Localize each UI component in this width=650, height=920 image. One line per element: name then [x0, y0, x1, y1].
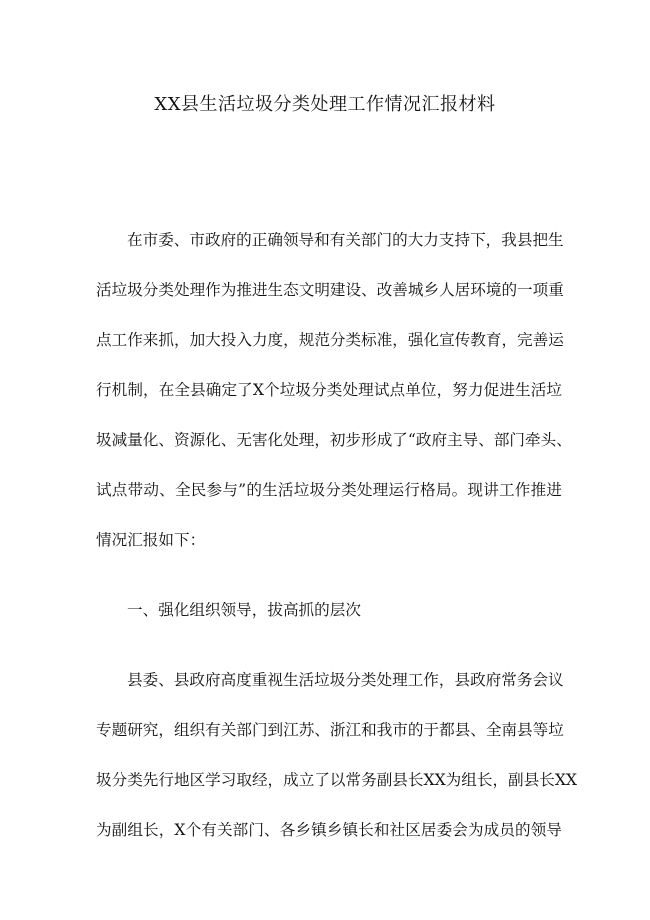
intro-line-6: 试点带动、全民参与”的生活垃圾分类处理运行格局。现讲工作推进 [96, 481, 562, 499]
section-1-line-2: 专题研究，组织有关部门到江苏、浙江和我市的于都县、全南县等垃 [96, 721, 564, 739]
section-1-line-3: 圾分类先行地区学习取经，成立了以常务副县长XX为组长，副县长XX [96, 771, 578, 789]
intro-line-5: 圾减量化、资源化、无害化处理，初步形成了“政府主导、部门牵头、 [96, 431, 572, 449]
section-1-line-4: 为副组长，X个有关部门、各乡镇乡镇长和社区居委会为成员的领导 [96, 821, 562, 839]
section-1-heading: 一、强化组织领导，拔高抓的层次 [127, 601, 361, 619]
intro-line-3: 点工作来抓，加大投入力度，规范分类标准，强化宣传教育，完善运 [96, 331, 564, 349]
intro-line-7: 情况汇报如下： [96, 531, 206, 549]
document-title: XX县生活垃圾分类处理工作情况汇报材料 [154, 94, 496, 115]
section-1-line-1: 县委、县政府高度重视生活垃圾分类处理工作，县政府常务会议 [127, 671, 564, 689]
intro-line-1: 在市委、市政府的正确领导和有关部门的大力支持下，我县把生 [127, 231, 564, 249]
intro-line-4: 行机制，在全县确定了X个垃圾分类处理试点单位，努力促进生活垃 [96, 381, 562, 399]
intro-line-2: 活垃圾分类处理作为推进生态文明建设、改善城乡人居环境的一项重 [96, 281, 564, 299]
